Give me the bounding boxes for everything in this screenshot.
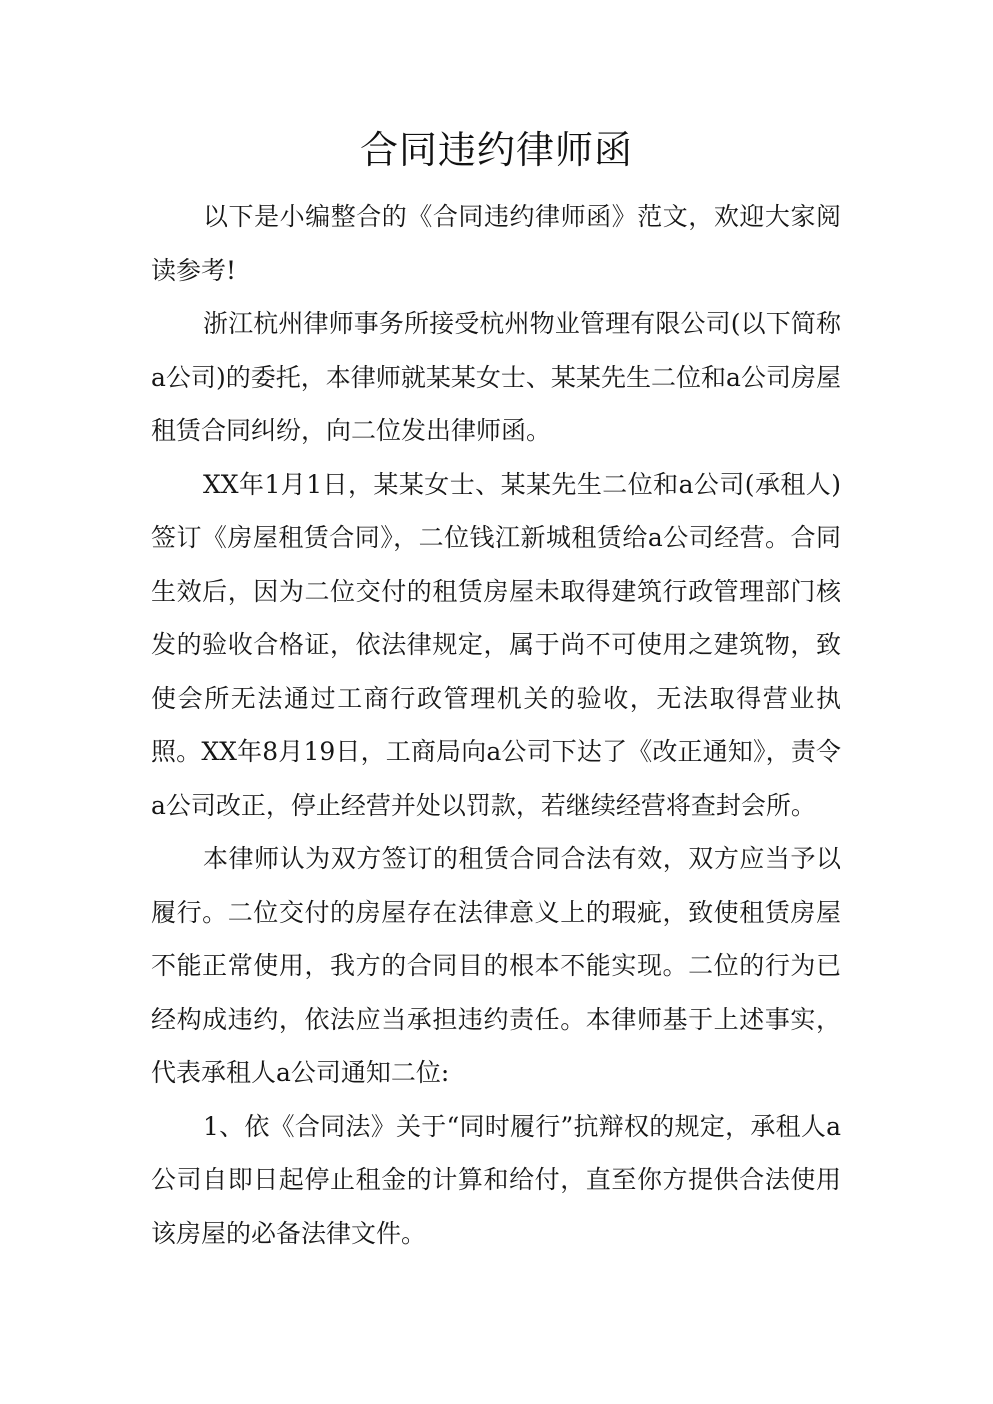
paragraph-demand-1: 1、依《合同法》关于“同时履行”抗辩权的规定，承租人a公司自即日起停止租金的计算和给付，直至你方提供合法使用该房屋的必备法律文件。 [151,1111,841,1248]
document-body [151,190,841,1260]
document-title: 合同违约律师函 [359,128,633,172]
paragraph-intro: 以下是小编整合的《合同违约律师函》范文，欢迎大家阅读参考! [151,202,841,285]
paragraph-facts: XX年1月1日，某某女士、某某先生二位和a公司(承租人)签订《房屋租赁合同》，二位钱江新城租赁给a公司经营。合同生效后，因为二位交付的租赁房屋未取得建筑行政管理部门核发的验收合格证，依法律规定，属于尚不可使用之建筑物，致使会所无法通过工商行政管理机关的验收，无法取得营业执照。XX年8月19日，工商局向a公司下达了《改正通知》，责令a公司改正，停止经营并处以罚款，若继续经营将查封会所。 [151,469,841,820]
paragraph-engagement: 浙江杭州律师事务所接受杭州物业管理有限公司(以下简称a公司)的委托，本律师就某某女士、某某先生二位和a公司房屋租赁合同纠纷，向二位发出律师函。 [151,309,841,445]
paragraph-opinion: 本律师认为双方签订的租赁合同合法有效，双方应当予以履行。二位交付的房屋存在法律意义上的瑕疵，致使租赁房屋不能正常使用，我方的合同目的根本不能实现。二位的行为已经构成违约，依法应当承担违约责任。本律师基于上述事实，代表承租人a公司通知二位: [151,844,841,1087]
